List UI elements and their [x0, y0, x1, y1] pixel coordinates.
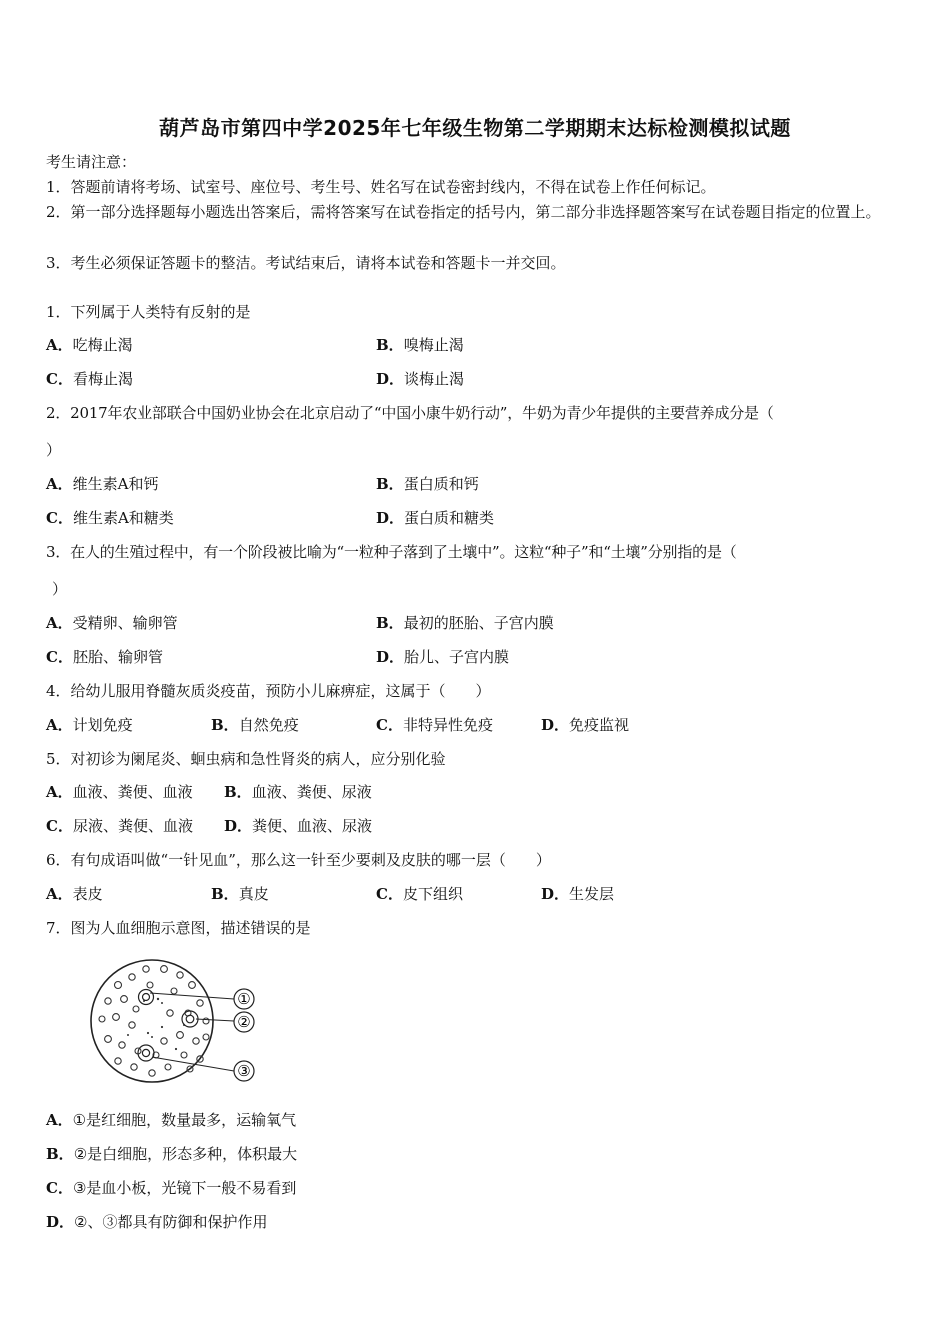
notice-item-3: 3．考生必须保证答题卡的整洁。考试结束后，请将本试卷和答题卡一并交回。 — [46, 254, 566, 272]
q4-option-a[interactable]: A．计划免疫 — [46, 716, 133, 734]
q2-option-b[interactable]: B．蛋白质和钙 — [376, 475, 479, 493]
question-7-stem: 7．图为人血细胞示意图，描述错误的是 — [46, 919, 311, 937]
question-1-stem: 1．下列属于人类特有反射的是 — [46, 303, 251, 321]
question-6-stem: 6．有句成语叫做“一针见血”，那么这一针至少要刺及皮肤的哪一层（ ） — [46, 851, 551, 869]
q1-option-b[interactable]: B．嗅梅止渴 — [376, 336, 464, 354]
q1-option-a[interactable]: A．吃梅止渴 — [46, 336, 133, 354]
q5-option-b[interactable]: B．血液、粪便、尿液 — [224, 783, 372, 801]
blood-cell-diagram — [88, 955, 260, 1090]
figure-label-2: ② — [237, 1013, 251, 1031]
notice-heading: 考生请注意： — [46, 153, 137, 171]
q5-option-a[interactable]: A．血液、粪便、血液 — [46, 783, 193, 801]
white-blood-cells — [138, 990, 198, 1062]
q4-option-d[interactable]: D．免疫监视 — [541, 716, 630, 734]
q1-option-c[interactable]: C．看梅止渴 — [46, 370, 133, 388]
q3-option-d[interactable]: D．胎儿、子宫内膜 — [376, 648, 510, 666]
microscope-field-circle — [91, 960, 213, 1082]
notice-item-1: 1．答题前请将考场、试室号、座位号、考生号、姓名写在试卷密封线内，不得在试卷上作任何标记。 — [46, 178, 716, 196]
q7-option-d[interactable]: D．②、③都具有防御和保护作用 — [46, 1213, 268, 1231]
question-2-stem-tail: ） — [46, 441, 62, 459]
page-title: 葫芦岛市第四中学2025年七年级生物第二学期期末达标检测模拟试题 — [159, 116, 791, 140]
q2-option-c[interactable]: C．维生素A和糖类 — [46, 509, 174, 527]
q3-option-c[interactable]: C．胚胎、输卵管 — [46, 648, 163, 666]
q3-option-b[interactable]: B．最初的胚胎、子宫内膜 — [376, 614, 554, 632]
question-3-stem: 3．在人的生殖过程中，有一个阶段被比喻为“一粒种子落到了土壤中”。这粒“种子”和“土壤”分别指的是（ — [46, 543, 737, 561]
q5-option-d[interactable]: D．粪便、血液、尿液 — [224, 817, 373, 835]
q2-option-d[interactable]: D．蛋白质和糖类 — [376, 509, 495, 527]
q5-option-c[interactable]: C．尿液、粪便、血液 — [46, 817, 193, 835]
q6-option-d[interactable]: D．生发层 — [541, 885, 615, 903]
q1-option-d[interactable]: D．谈梅止渴 — [376, 370, 465, 388]
q7-option-b[interactable]: B．②是白细胞，形态多种，体积最大 — [46, 1145, 298, 1163]
q7-option-a[interactable]: A．①是红细胞，数量最多，运输氧气 — [46, 1111, 297, 1129]
red-blood-cells — [99, 966, 209, 1077]
question-5-stem: 5．对初诊为阑尾炎、蛔虫病和急性肾炎的病人，应分别化验 — [46, 750, 446, 768]
question-3-stem-tail: ） — [52, 580, 68, 598]
q3-option-a[interactable]: A．受精卵、输卵管 — [46, 614, 178, 632]
q6-option-a[interactable]: A．表皮 — [46, 885, 103, 903]
question-4-stem: 4．给幼儿服用脊髓灰质炎疫苗，预防小儿麻痹症，这属于（ ） — [46, 682, 491, 700]
figure-label-1: ① — [237, 990, 251, 1008]
q7-option-c[interactable]: C．③是血小板，光镜下一般不易看到 — [46, 1179, 297, 1197]
question-2-stem: 2．2017年农业部联合中国奶业协会在北京启动了“中国小康牛奶行动”，牛奶为青少年提供的主要营养成分是（ — [46, 404, 774, 422]
q6-option-b[interactable]: B．真皮 — [211, 885, 269, 903]
q2-option-a[interactable]: A．维生素A和钙 — [46, 475, 159, 493]
figure-label-3: ③ — [237, 1062, 251, 1080]
figure-labels — [234, 989, 254, 1081]
q4-option-b[interactable]: B．自然免疫 — [211, 716, 299, 734]
label-leader-lines — [150, 993, 234, 1071]
notice-item-2: 2．第一部分选择题每小题选出答案后，需将答案写在试卷指定的括号内，第二部分非选择题答案写在试卷题目指定的位置上。 — [46, 203, 881, 221]
q4-option-c[interactable]: C．非特异性免疫 — [376, 716, 493, 734]
q6-option-c[interactable]: C．皮下组织 — [376, 885, 463, 903]
